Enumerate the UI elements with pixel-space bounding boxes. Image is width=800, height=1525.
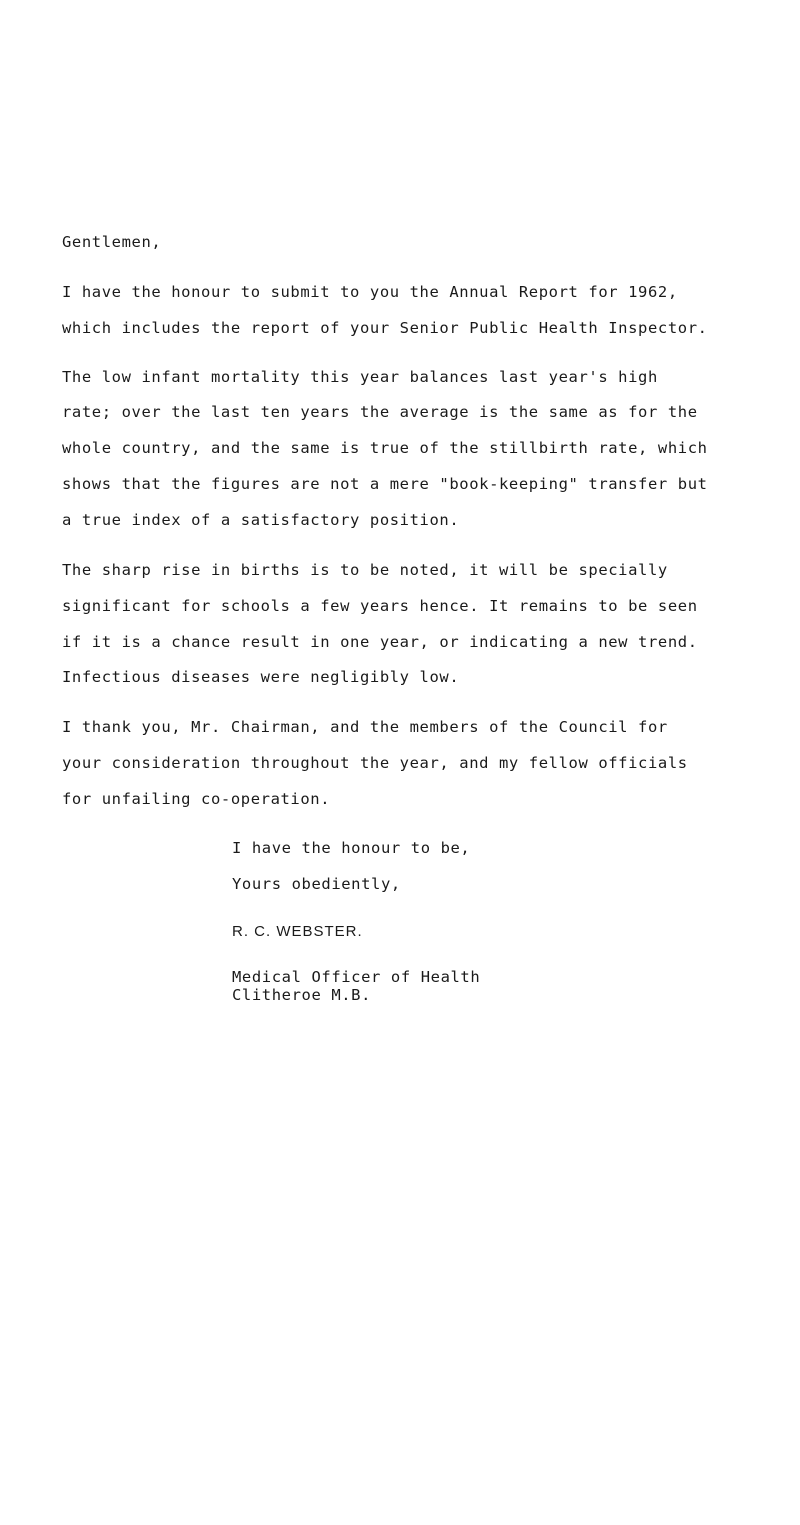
paragraph-line: a true index of a satisfactory position. — [62, 511, 460, 529]
paragraph-line: I have the honour to submit to you the Annual Report for 1962, — [62, 283, 678, 301]
paragraph-line: shows that the figures are not a mere "book-keeping" transfer but — [62, 475, 708, 493]
paragraph-line: Infectious diseases were negligibly low. — [62, 668, 460, 686]
paragraph-line: I thank you, Mr. Chairman, and the members of the Council for — [62, 718, 668, 736]
signature-place: Clitheroe M.B. — [232, 986, 372, 1004]
paragraph-line: significant for schools a few years hence. It remains to be seen — [62, 597, 698, 615]
paragraph-line: whole country, and the same is true of the stillbirth rate, which — [62, 439, 708, 457]
salutation: Gentlemen, — [62, 233, 162, 251]
signature-name: R. C. WEBSTER. — [232, 923, 363, 940]
paragraph-line: if it is a chance result in one year, or indicating a new trend. — [62, 633, 698, 651]
paragraph-line: The low infant mortality this year balances last year's high — [62, 368, 658, 386]
closing-line: Yours obediently, — [232, 875, 401, 893]
paragraph-line: for unfailing co-operation. — [62, 790, 331, 808]
paragraph-line: rate; over the last ten years the average is the same as for the — [62, 403, 698, 421]
paragraph-line: which includes the report of your Senior Public Health Inspector. — [62, 319, 708, 337]
paragraph-line: your consideration throughout the year, and my fellow officials — [62, 754, 688, 772]
paragraph-line: The sharp rise in births is to be noted, it will be specially — [62, 561, 668, 579]
signature-title: Medical Officer of Health — [232, 968, 481, 986]
closing-line: I have the honour to be, — [232, 839, 471, 857]
